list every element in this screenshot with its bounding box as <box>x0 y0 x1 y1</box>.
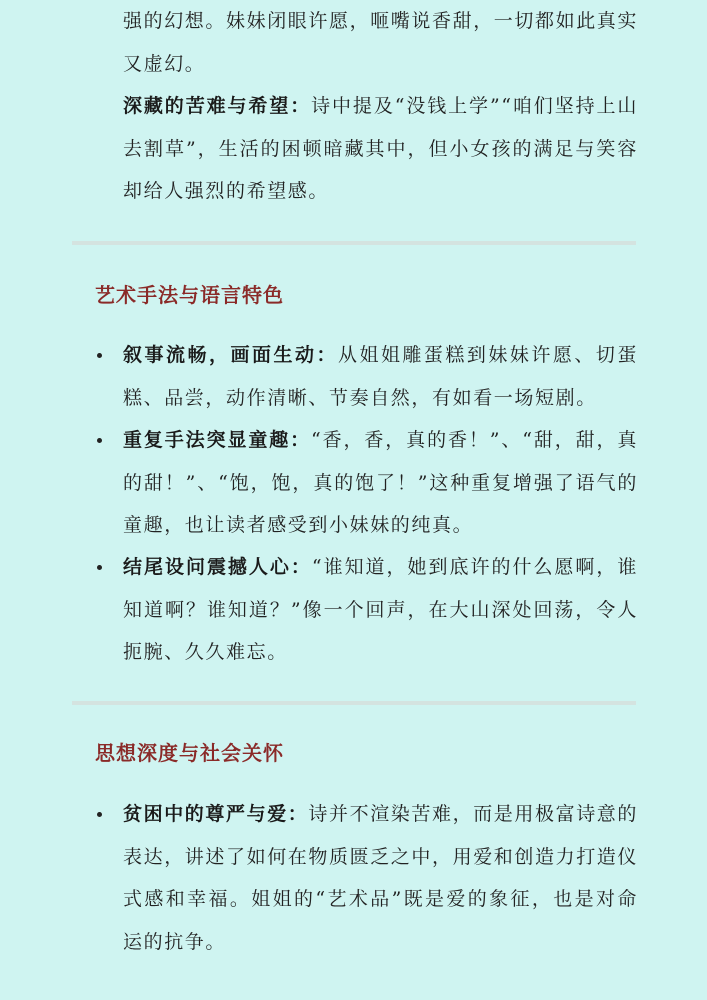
list-item-lead: 贫困中的尊严与爱： <box>123 803 309 825</box>
list-item-lead: 重复手法突显童趣： <box>123 429 312 451</box>
intro-continued-text: 强的幻想。妹妹闭眼许愿，咂嘴说香甜，一切都如此真实又虚幻。 <box>123 10 639 75</box>
list-item <box>123 793 638 963</box>
section-divider <box>72 241 636 245</box>
section-title-art: 艺术手法与语言特色 <box>95 283 284 307</box>
list-item-lead: 叙事流畅，画面生动： <box>123 344 338 366</box>
hope-paragraph <box>123 85 638 213</box>
list-item <box>123 419 638 547</box>
list-item <box>123 334 638 419</box>
hope-lead: 深藏的苦难与希望： <box>123 95 312 117</box>
intro-continued-paragraph <box>123 0 638 85</box>
section-divider <box>72 701 636 705</box>
section-title-thought: 思想深度与社会关怀 <box>95 741 284 765</box>
list-item-text: 诗并不渲染苦难，而是用极富诗意的表达，讲述了如何在物质匮乏之中，用爱和创造力打造仪式感和幸福。姐姐的“艺术品”既是爱的象征，也是对命运的抗争。 <box>123 803 639 953</box>
list-item-text: “香，香，真的香！”、“甜，甜，真的甜！”、“饱，饱，真的饱了！”这种重复增强了语气的童趣，也让读者感受到小妹妹的纯真。 <box>123 429 638 536</box>
list-item <box>123 546 638 674</box>
hope-text: 诗中提及“没钱上学”“咱们坚持上山去割草”，生活的困顿暗藏其中，但小女孩的满足与笑容却给人强烈的希望感。 <box>123 95 638 202</box>
list-item-text: 从姐姐雕蛋糕到妹妹许愿、切蛋糕、品尝，动作清晰、节奏自然，有如看一场短剧。 <box>123 344 638 409</box>
list-item-lead: 结尾设问震撼人心： <box>123 556 312 578</box>
list-item-text: “谁知道，她到底许的什么愿啊，谁知道啊？谁知道？”像一个回声，在大山深处回荡，令人扼腕、久久难忘。 <box>123 556 638 663</box>
